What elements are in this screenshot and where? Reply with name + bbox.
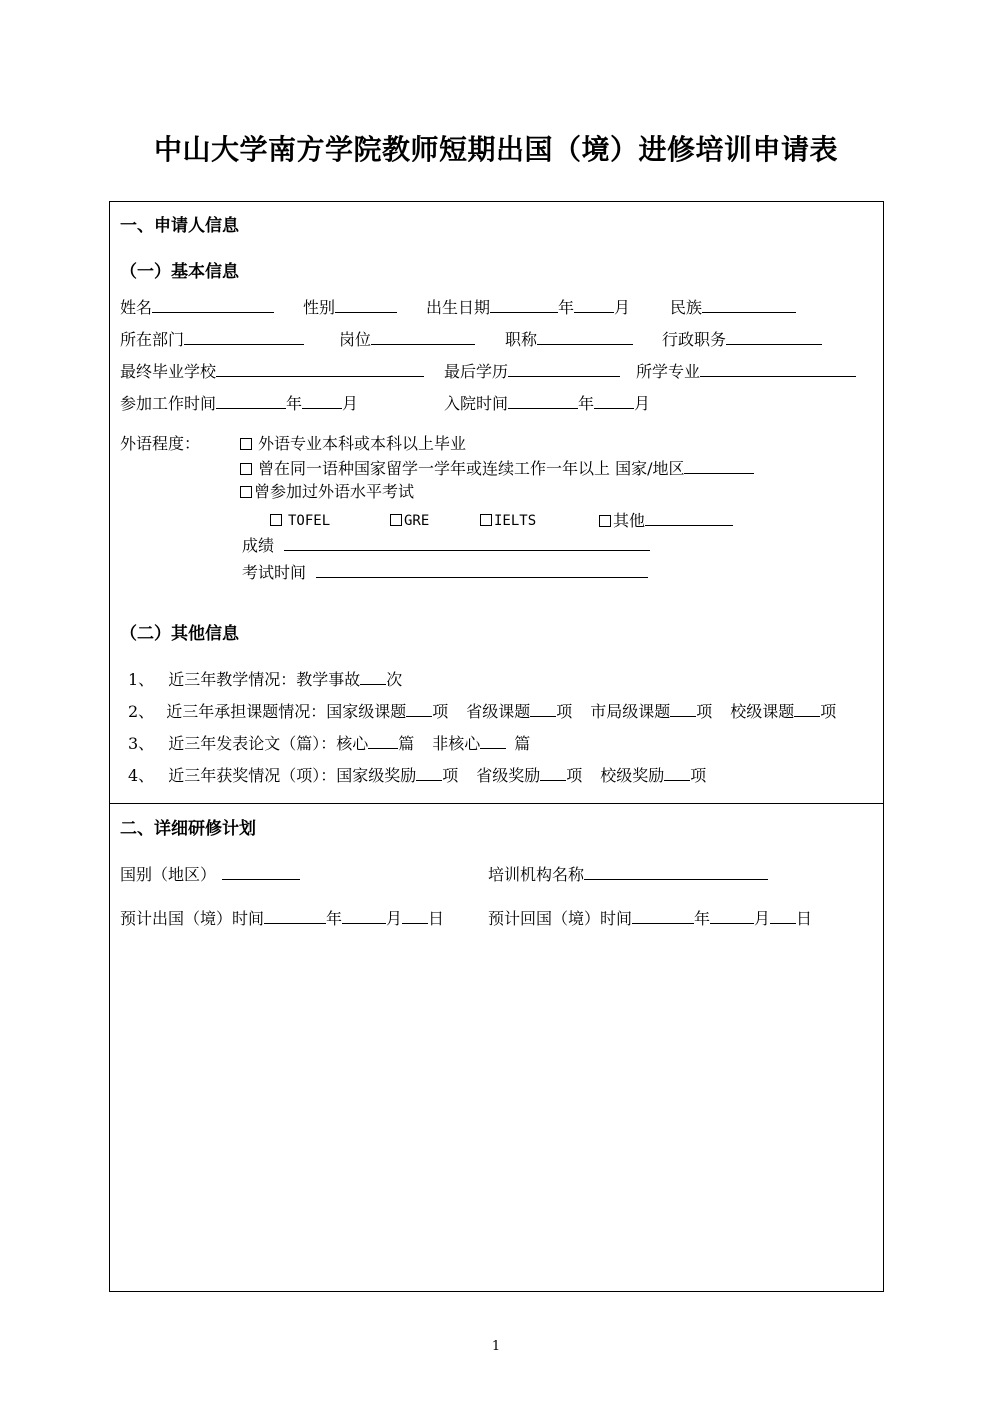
country-region-field[interactable]	[684, 458, 754, 474]
degree-row	[444, 361, 620, 382]
checkbox-ielts[interactable]	[480, 514, 492, 526]
checkbox-study-abroad[interactable]	[240, 463, 252, 475]
teaching-accident-field[interactable]	[360, 669, 386, 685]
work-start-month-label: 月	[342, 394, 359, 413]
work-start-month-field[interactable]	[302, 393, 342, 409]
work-start-row	[120, 393, 358, 414]
other-item-4	[128, 765, 706, 786]
noncore-paper-label: 非核心	[432, 734, 481, 753]
provincial-project-label: 省级课题	[466, 702, 531, 721]
major-row	[636, 361, 856, 382]
exam-time-label: 考试时间	[242, 563, 307, 582]
institution-label: 培训机构名称	[488, 865, 585, 884]
name-label: 姓名	[120, 298, 153, 317]
depart-month-field[interactable]	[342, 908, 386, 924]
depart-month-label: 月	[386, 909, 403, 928]
school-label: 最终毕业学校	[120, 362, 217, 381]
country-label: 国别（地区）	[120, 865, 217, 884]
birth-month-label: 月	[614, 298, 631, 317]
test-ielts	[480, 510, 536, 531]
exam-time-row	[242, 562, 648, 583]
post-label: 岗位	[339, 330, 372, 349]
depart-label: 预计出国（境）时间	[120, 909, 265, 928]
join-month-label: 月	[634, 394, 651, 413]
join-year-field[interactable]	[508, 393, 578, 409]
title-field[interactable]	[537, 329, 633, 345]
language-option-2-text: 曾在同一语种国家留学一学年或连续工作一年以上 国家/地区	[258, 459, 685, 478]
work-start-label: 参加工作时间	[120, 394, 217, 413]
ethnicity-field[interactable]	[702, 297, 796, 313]
score-row	[242, 535, 650, 556]
score-field[interactable]	[284, 535, 650, 551]
item-number: 4、	[128, 766, 155, 785]
city-project-label: 市局级课题	[590, 702, 671, 721]
return-month-field[interactable]	[710, 908, 754, 924]
checkbox-other[interactable]	[599, 515, 611, 527]
birth-year-label: 年	[558, 298, 575, 317]
ethnicity-row	[670, 297, 796, 318]
school-project-field[interactable]	[794, 701, 820, 717]
other-info-heading: （二）其他信息	[120, 624, 239, 644]
institution-field[interactable]	[584, 864, 768, 880]
score-label: 成绩	[242, 536, 275, 555]
checkbox-language-test[interactable]	[240, 486, 252, 498]
department-field[interactable]	[184, 329, 304, 345]
join-date-row	[444, 393, 650, 414]
ethnicity-label: 民族	[670, 298, 703, 317]
birth-month-field[interactable]	[574, 297, 614, 313]
national-award-unit: 项	[442, 766, 459, 785]
test-tofel-label: TOFEL	[288, 513, 331, 529]
section-applicant-heading: 一、申请人信息	[120, 216, 239, 236]
checkbox-gre[interactable]	[390, 514, 402, 526]
checkbox-tofel[interactable]	[270, 514, 282, 526]
department-label: 所在部门	[120, 330, 185, 349]
language-option-1	[240, 434, 466, 454]
checkbox-major-grad[interactable]	[240, 438, 252, 450]
department-row	[120, 329, 304, 350]
test-gre	[390, 510, 429, 531]
school-award-field[interactable]	[664, 765, 690, 781]
language-option-3-text: 曾参加过外语水平考试	[254, 482, 415, 501]
other-item-2	[128, 701, 836, 722]
core-paper-unit: 篇	[398, 734, 415, 753]
test-gre-label: GRE	[404, 513, 430, 529]
teaching-accident-unit: 次	[386, 670, 403, 689]
provincial-award-field[interactable]	[540, 765, 566, 781]
work-start-year-label: 年	[286, 394, 303, 413]
school-project-unit: 项	[820, 702, 837, 721]
return-month-label: 月	[754, 909, 771, 928]
depart-row	[120, 908, 444, 929]
item-number: 3、	[128, 734, 155, 753]
institution-row	[488, 864, 768, 885]
return-label: 预计回国（境）时间	[488, 909, 633, 928]
depart-year-label: 年	[326, 909, 343, 928]
admin-post-label: 行政职务	[662, 330, 727, 349]
title-row	[505, 329, 633, 350]
city-project-field[interactable]	[670, 701, 696, 717]
title-label: 职称	[505, 330, 538, 349]
test-other-field[interactable]	[645, 510, 733, 526]
degree-field[interactable]	[508, 361, 620, 377]
provincial-award-label: 省级奖励	[476, 766, 541, 785]
return-day-field[interactable]	[770, 908, 796, 924]
provincial-award-unit: 项	[566, 766, 583, 785]
national-award-field[interactable]	[416, 765, 442, 781]
test-ielts-label: IELTS	[494, 513, 537, 529]
other-item-1	[128, 669, 402, 690]
return-day-label: 日	[796, 909, 813, 928]
other-item-3	[128, 733, 530, 754]
basic-info-heading: （一）基本信息	[120, 262, 239, 282]
provincial-project-unit: 项	[556, 702, 573, 721]
country-field[interactable]	[222, 864, 300, 880]
page-number: 1	[491, 1339, 501, 1354]
core-paper-label: 近三年发表论文（篇）：核心	[168, 734, 369, 753]
city-project-unit: 项	[696, 702, 713, 721]
name-field[interactable]	[152, 297, 274, 313]
study-plan-heading: 二、详细研修计划	[120, 819, 256, 839]
provincial-project-field[interactable]	[530, 701, 556, 717]
item-number: 1、	[128, 670, 155, 689]
noncore-paper-field[interactable]	[480, 733, 506, 749]
work-start-year-field[interactable]	[216, 393, 286, 409]
post-field[interactable]	[371, 329, 475, 345]
test-other-label: 其他	[613, 511, 646, 530]
language-option-2	[240, 458, 754, 479]
language-option-3	[240, 482, 414, 502]
birth-label: 出生日期	[426, 298, 491, 317]
depart-day-label: 日	[428, 909, 445, 928]
degree-label: 最后学历	[444, 362, 509, 381]
form-title: 中山大学南方学院教师短期出国（境）进修培训申请表	[153, 133, 838, 166]
join-year-label: 年	[578, 394, 595, 413]
admin-post-row	[662, 329, 822, 350]
noncore-paper-unit: 篇	[514, 734, 531, 753]
join-date-label: 入院时间	[444, 394, 509, 413]
name-row	[120, 297, 274, 318]
language-option-1-text: 外语专业本科或本科以上毕业	[258, 434, 467, 453]
return-row	[488, 908, 812, 929]
school-field[interactable]	[216, 361, 424, 377]
country-row	[120, 864, 300, 885]
gender-row	[303, 297, 397, 318]
gender-field[interactable]	[335, 297, 397, 313]
birth-year-field[interactable]	[490, 297, 558, 313]
school-row	[120, 361, 424, 382]
section-divider	[109, 803, 884, 804]
test-other	[599, 510, 733, 531]
school-award-unit: 项	[690, 766, 707, 785]
school-award-label: 校级奖励	[600, 766, 665, 785]
major-label: 所学专业	[636, 362, 701, 381]
item-number: 2、	[128, 702, 155, 721]
language-label: 外语程度：	[120, 434, 201, 453]
admin-post-field[interactable]	[726, 329, 822, 345]
return-year-label: 年	[694, 909, 711, 928]
return-year-field[interactable]	[632, 908, 694, 924]
national-project-unit: 项	[432, 702, 449, 721]
national-project-label: 近三年承担课题情况：国家级课题	[166, 702, 407, 721]
join-month-field[interactable]	[594, 393, 634, 409]
core-paper-field[interactable]	[368, 733, 398, 749]
national-project-field[interactable]	[406, 701, 432, 717]
exam-time-field[interactable]	[316, 562, 648, 578]
test-tofel	[270, 510, 330, 531]
teaching-accident-label: 近三年教学情况：教学事故	[168, 670, 361, 689]
national-award-label: 近三年获奖情况（项）：国家级奖励	[168, 766, 417, 785]
major-field[interactable]	[700, 361, 856, 377]
depart-day-field[interactable]	[402, 908, 428, 924]
depart-year-field[interactable]	[264, 908, 326, 924]
post-row	[339, 329, 475, 350]
school-project-label: 校级课题	[730, 702, 795, 721]
birth-row	[426, 297, 630, 318]
gender-label: 性别	[303, 298, 336, 317]
